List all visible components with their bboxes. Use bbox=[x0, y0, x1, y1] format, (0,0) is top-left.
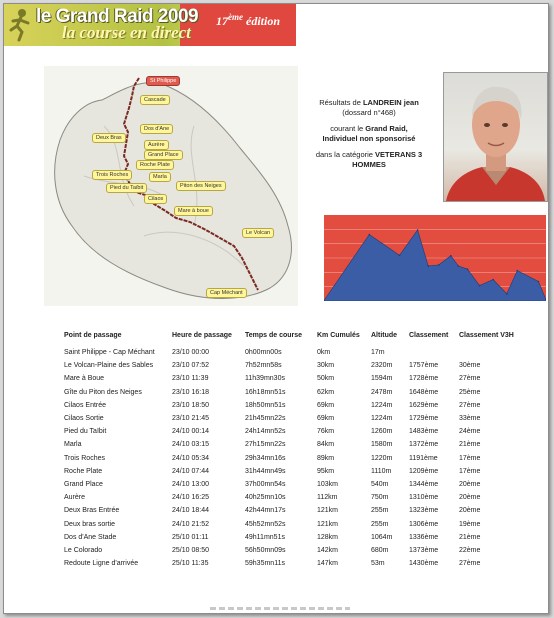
table-row bbox=[64, 425, 519, 438]
table-cell: 30km bbox=[317, 362, 335, 370]
table-cell: 142km bbox=[317, 546, 339, 554]
table-cell: 23/10 07:52 bbox=[172, 362, 209, 370]
map-label: Deux Bras bbox=[92, 133, 126, 143]
map-label: Cascade bbox=[140, 95, 170, 105]
table-cell: Dos d'Ane Stade bbox=[64, 533, 117, 541]
col-header: Heure de passage bbox=[172, 332, 232, 339]
table-cell: Gîte du Piton des Neiges bbox=[64, 388, 142, 396]
table-cell: 24/10 18:44 bbox=[172, 507, 209, 515]
table-cell: 1594m bbox=[371, 375, 393, 383]
table-cell: 1306ème bbox=[409, 520, 439, 528]
table-cell: 18h50mn51s bbox=[245, 401, 286, 409]
table-cell: 1648ème bbox=[409, 388, 439, 396]
col-header: Classement bbox=[409, 332, 449, 339]
table-cell: 24/10 00:14 bbox=[172, 428, 209, 436]
table-cell bbox=[409, 346, 459, 359]
table-cell: 27ème bbox=[459, 560, 481, 568]
table-cell: 1344ème bbox=[409, 480, 439, 488]
table-row bbox=[64, 359, 519, 372]
table-cell: 1580m bbox=[371, 441, 393, 449]
results-table bbox=[64, 332, 519, 570]
table-cell: 23/10 11:39 bbox=[172, 375, 209, 383]
table-row bbox=[64, 531, 519, 544]
table-cell: Mare à Boue bbox=[64, 375, 105, 383]
table-cell: 17ème bbox=[459, 467, 481, 475]
table-row bbox=[64, 386, 519, 399]
table-cell: 27ème bbox=[459, 375, 481, 383]
map-label: Aurère bbox=[144, 140, 169, 150]
elevation-point bbox=[492, 279, 494, 281]
table-cell: 0h00mn00s bbox=[245, 349, 282, 357]
table-cell: 50km bbox=[317, 375, 335, 383]
table-cell: 17ème bbox=[459, 454, 481, 462]
table-cell: Marla bbox=[64, 441, 82, 449]
banner-subtitle: la course en direct bbox=[62, 23, 191, 42]
table-cell: Le Volcan-Plaine des Sables bbox=[64, 362, 154, 370]
table-cell: 147km bbox=[317, 560, 339, 568]
table-cell: 1483ème bbox=[409, 428, 439, 436]
table-cell: 1110m bbox=[371, 467, 392, 475]
map-label: Roche Plate bbox=[136, 160, 174, 170]
elevation-point bbox=[479, 285, 481, 287]
table-cell: 540m bbox=[371, 480, 389, 488]
elevation-point bbox=[467, 268, 469, 270]
table-cell: 56h50mn09s bbox=[245, 546, 286, 554]
table-cell: Roche Plate bbox=[64, 467, 103, 475]
table-cell: 29h34mn16s bbox=[245, 454, 286, 462]
table-cell: 1224m bbox=[371, 401, 393, 409]
table-cell: Deux bras sortie bbox=[64, 520, 115, 528]
island-map-svg bbox=[44, 66, 298, 306]
table-cell: 25ème bbox=[459, 388, 481, 396]
table-cell: 69km bbox=[317, 401, 335, 409]
table-cell: 62km bbox=[317, 388, 335, 396]
col-header: Temps de course bbox=[245, 332, 303, 339]
table-cell: 84km bbox=[317, 441, 335, 449]
table-cell: 121km bbox=[317, 507, 339, 515]
table-cell: 24/10 16:25 bbox=[172, 494, 209, 502]
table-cell: 17m bbox=[371, 349, 385, 357]
table-cell: Grand Place bbox=[64, 480, 103, 488]
table-cell: 24/10 13:00 bbox=[172, 480, 209, 488]
table-cell: 21ème bbox=[459, 441, 481, 449]
elevation-point bbox=[458, 265, 460, 267]
table-row bbox=[64, 465, 519, 478]
table-cell: 37h00mn54s bbox=[245, 480, 286, 488]
table-row bbox=[64, 504, 519, 517]
table-cell: 2320m bbox=[371, 362, 393, 370]
elevation-point bbox=[506, 293, 508, 295]
table-cell: 1757ème bbox=[409, 362, 439, 370]
table-cell: Aurère bbox=[64, 494, 86, 502]
table-cell: Cilaos Entrée bbox=[64, 401, 107, 409]
table-cell: 24/10 05:34 bbox=[172, 454, 209, 462]
table-cell: 23/10 00:00 bbox=[172, 349, 209, 357]
table-cell: 1209ème bbox=[409, 467, 439, 475]
elevation-point bbox=[399, 255, 401, 257]
table-cell: 11h39mn30s bbox=[245, 375, 285, 383]
banner-edition: 17ème édition bbox=[216, 12, 281, 28]
col-header: Point de passage bbox=[64, 332, 122, 339]
table-row bbox=[64, 491, 519, 504]
elevation-point bbox=[517, 270, 519, 272]
map-label: Cap Méchant bbox=[206, 288, 247, 298]
table-row bbox=[64, 517, 519, 530]
table-row bbox=[64, 557, 519, 570]
table-header-row bbox=[64, 332, 519, 346]
table-cell: 1220m bbox=[371, 454, 393, 462]
runner-portrait-image bbox=[444, 73, 547, 201]
table-cell: 45h52mn52s bbox=[245, 520, 286, 528]
table-cell: Le Colorado bbox=[64, 546, 103, 554]
col-header: Altitude bbox=[371, 332, 398, 339]
map-label: Pied du Taïbit bbox=[106, 183, 147, 193]
elevation-chart bbox=[324, 215, 546, 301]
map-label: Cilaos bbox=[144, 194, 167, 204]
table-cell: 24ème bbox=[459, 428, 481, 436]
map-label: Grand Place bbox=[144, 150, 183, 160]
table-cell: 1064m bbox=[371, 533, 393, 541]
elevation-point bbox=[369, 234, 371, 236]
table-cell: 23/10 18:50 bbox=[172, 401, 209, 409]
table-row bbox=[64, 412, 519, 425]
table-cell: 1260m bbox=[371, 428, 393, 436]
table-cell: 33ème bbox=[459, 415, 481, 423]
map-label: Dos d'Ane bbox=[140, 124, 173, 134]
table-row bbox=[64, 478, 519, 491]
table-cell: 95km bbox=[317, 467, 335, 475]
table-cell: 1336ème bbox=[409, 533, 439, 541]
table-cell: 1191ème bbox=[409, 454, 438, 462]
table-cell: 42h44mn17s bbox=[245, 507, 286, 515]
elevation-point bbox=[538, 281, 540, 283]
table-cell: 23/10 16:18 bbox=[172, 388, 209, 396]
table-cell: 255m bbox=[371, 507, 389, 515]
table-cell: Redoute Ligne d'arrivée bbox=[64, 560, 139, 568]
table-row bbox=[64, 438, 519, 451]
table-cell: 24h14mn52s bbox=[245, 428, 286, 436]
table-cell: 24/10 21:52 bbox=[172, 520, 209, 528]
banner-title: le Grand Raid 2009 bbox=[36, 6, 199, 27]
table-cell: 128km bbox=[317, 533, 339, 541]
table-cell: 22ème bbox=[459, 546, 481, 554]
table-cell: 69km bbox=[317, 415, 335, 423]
map-label: Trois Roches bbox=[92, 170, 132, 180]
results-page bbox=[3, 3, 549, 614]
category-line: dans la catégorie VETERANS 3 HOMMES bbox=[315, 150, 423, 169]
table-cell: 76km bbox=[317, 428, 335, 436]
table-cell: Saint Philippe - Cap Méchant bbox=[64, 349, 155, 357]
map-label: Marla bbox=[149, 172, 171, 182]
map-label: St Philippe bbox=[146, 76, 180, 86]
table-cell: Cilaos Sortie bbox=[64, 415, 104, 423]
table-cell: 1323ème bbox=[409, 507, 439, 515]
table-cell: 89km bbox=[317, 454, 335, 462]
table-cell: 1729ème bbox=[409, 415, 439, 423]
elevation-point bbox=[450, 255, 452, 257]
table-cell: 20ème bbox=[459, 480, 481, 488]
table-cell: 30ème bbox=[459, 362, 481, 370]
map-label: Le Volcan bbox=[242, 228, 274, 238]
table-cell: 25/10 08:50 bbox=[172, 546, 209, 554]
table-cell: 750m bbox=[371, 494, 389, 502]
table-cell: 121km bbox=[317, 520, 339, 528]
col-header: Classement V3H bbox=[459, 332, 514, 339]
table-cell: 7h52mn58s bbox=[245, 362, 282, 370]
table-cell: 1629ème bbox=[409, 401, 439, 409]
footer-faint-text bbox=[210, 607, 350, 610]
table-cell: 20ème bbox=[459, 507, 481, 515]
runner-name-line: Résultats de LANDREIN jean (dossard n°468) bbox=[319, 98, 419, 117]
table-cell: 255m bbox=[371, 520, 389, 528]
table-cell: 24/10 07:44 bbox=[172, 467, 209, 475]
table-cell: 1310ème bbox=[409, 494, 439, 502]
table-cell: 20ème bbox=[459, 494, 481, 502]
table-cell: 59h35mn11s bbox=[245, 560, 285, 568]
elevation-point bbox=[427, 265, 429, 267]
table-cell: 1728ème bbox=[409, 375, 439, 383]
runner-photo bbox=[443, 72, 548, 202]
table-cell: 1373ème bbox=[409, 546, 439, 554]
runner-info bbox=[304, 98, 434, 176]
table-cell: 0km bbox=[317, 349, 331, 357]
table-cell: 16h18mn51s bbox=[245, 388, 286, 396]
table-row bbox=[64, 372, 519, 385]
table-row bbox=[64, 544, 519, 557]
table-cell: 2478m bbox=[371, 388, 393, 396]
table-cell: Trois Roches bbox=[64, 454, 105, 462]
col-header: Km Cumulés bbox=[317, 332, 360, 339]
table-row bbox=[64, 346, 519, 359]
header-banner bbox=[4, 4, 296, 46]
table-cell: 103km bbox=[317, 480, 339, 488]
table-cell: 1224m bbox=[371, 415, 393, 423]
table-cell: 680m bbox=[371, 546, 389, 554]
table-cell: Deux Bras Entrée bbox=[64, 507, 120, 515]
table-cell: 1372ème bbox=[409, 441, 439, 449]
table-cell bbox=[459, 346, 519, 359]
elevation-point bbox=[438, 264, 440, 266]
table-cell: 27ème bbox=[459, 401, 481, 409]
elevation-profile bbox=[324, 215, 546, 301]
table-cell: Pied du Taïbit bbox=[64, 428, 107, 436]
table-cell: 25/10 01:11 bbox=[172, 533, 209, 541]
map-label: Piton des Neiges bbox=[176, 181, 226, 191]
course-map bbox=[44, 66, 298, 306]
table-cell: 31h44mn49s bbox=[245, 467, 286, 475]
runner-logo-icon bbox=[7, 8, 35, 42]
table-cell: 21ème bbox=[459, 533, 481, 541]
table-cell: 25/10 11:35 bbox=[172, 560, 209, 568]
table-cell: 23/10 21:45 bbox=[172, 415, 209, 423]
table-cell: 53m bbox=[371, 560, 385, 568]
table-cell: 49h11mn51s bbox=[245, 533, 285, 541]
table-row bbox=[64, 452, 519, 465]
race-line: courant le Grand Raid, Individuel non sponsorisé bbox=[322, 124, 416, 143]
elevation-point bbox=[417, 229, 419, 231]
map-label: Mare à boue bbox=[174, 206, 213, 216]
table-cell: 1430ème bbox=[409, 560, 439, 568]
elevation-area bbox=[324, 230, 546, 301]
table-cell: 27h15mn22s bbox=[245, 441, 286, 449]
table-cell: 21h45mn22s bbox=[245, 415, 286, 423]
table-cell: 24/10 03:15 bbox=[172, 441, 209, 449]
table-cell: 40h25mn10s bbox=[245, 494, 286, 502]
table-cell: 19ème bbox=[459, 520, 481, 528]
table-cell: 112km bbox=[317, 494, 338, 502]
table-row bbox=[64, 399, 519, 412]
